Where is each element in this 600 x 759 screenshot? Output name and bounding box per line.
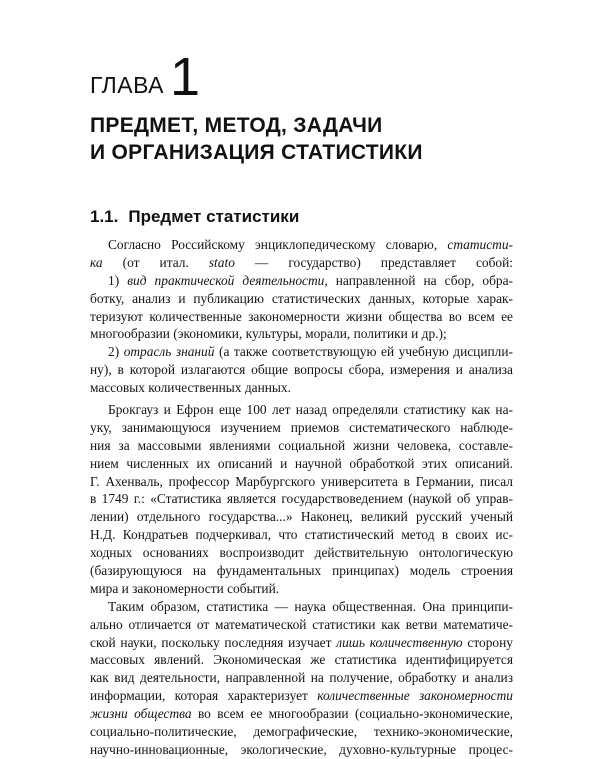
text-line: многообразии (экономики, культуры, морали, политики и др.); (90, 326, 447, 342)
text-line: как вид деятельности, направленной на получение, обработку и анализ (90, 670, 513, 686)
chapter-title-line: ПРЕДМЕТ, МЕТОД, ЗАДАЧИ (90, 114, 383, 137)
chapter-number: 1 (170, 47, 201, 107)
chapter-heading (90, 47, 201, 107)
text-line: 2) отрасль знаний (а также соответствующую ей учебную дисципли- (108, 344, 513, 360)
text-line: Г. Ахенваль, профессор Марбургского университета в Германии, писал (90, 473, 513, 489)
text-line: лении) отдельного государства...» Наконец, великий русский ученый (90, 509, 513, 525)
text-line: уку, занимающуюся изучением приемов систематического наблюде- (90, 419, 513, 435)
text-line: массовых количественных данных. (90, 380, 291, 396)
section-title: Предмет статистики (128, 207, 300, 226)
text-line: Таким образом, статистика — наука общественная. Она принципи- (108, 598, 513, 614)
text-line: Согласно Российскому энциклопедическому словарю, статисти- (108, 237, 513, 252)
text-line: социально-политические, демографические, технико-экономические, (90, 724, 513, 740)
text-line: теризуют количественные закономерности жизни общества во всем ее (90, 308, 513, 324)
section-heading (90, 207, 299, 227)
chapter-word: ГЛАВА (90, 72, 165, 99)
text-line: Н.Д. Кондратьев подчеркивал, что статистический метод в своих ис- (90, 527, 513, 543)
text-line: нием численных их описаний и научной обработкой этих описаний. (90, 455, 513, 471)
text-line: (базирующуюся на фундаментальных принципах) модель строения (90, 563, 513, 579)
text-line: ской науки, поскольку последняя изучает лишь количественную сторону (90, 634, 513, 650)
text-line: ка (от итал. stato — государство) представляет собой: (90, 254, 513, 270)
chapter-title-line: И ОРГАНИЗАЦИЯ СТАТИСТИКИ (90, 141, 423, 164)
text-line: ния за массовыми явлениями социальной жизни человека, составле- (90, 437, 513, 453)
text-line: ну), в которой излагаются общие вопросы сбора, измерения и анализа (90, 362, 513, 378)
text-line: ходных основаниях воспроизводит действительную онтологическую (90, 545, 513, 561)
text-line: мира и закономерности событий. (90, 580, 280, 596)
chapter-title (90, 112, 530, 166)
text-line: ботку, анализ и публикацию статистических данных, которые харак- (90, 290, 513, 306)
body-text (90, 236, 513, 759)
text-line: 1) вид практической деятельности, направленной на сбор, обра- (108, 272, 513, 288)
text-line: жизни общества во всем ее многообразии (социально-экономические, (90, 706, 513, 722)
text-line: ально отличается от математической статистики как ветви математиче- (90, 616, 513, 632)
section-number: 1.1. (90, 207, 119, 226)
text-line: научно-инновационные, экологические, духовно-культурные процес- (90, 741, 513, 757)
text-line: информации, которая характеризует количественные закономерности (90, 688, 513, 704)
text-line: массовых явлений. Экономическая же статистика идентифицируется (90, 652, 513, 668)
text-line: в 1749 г.: «Статистика является государствоведением (наукой об управ- (90, 491, 513, 507)
text-line: Брокгауз и Ефрон еще 100 лет назад определяли статистику как на- (108, 402, 513, 418)
